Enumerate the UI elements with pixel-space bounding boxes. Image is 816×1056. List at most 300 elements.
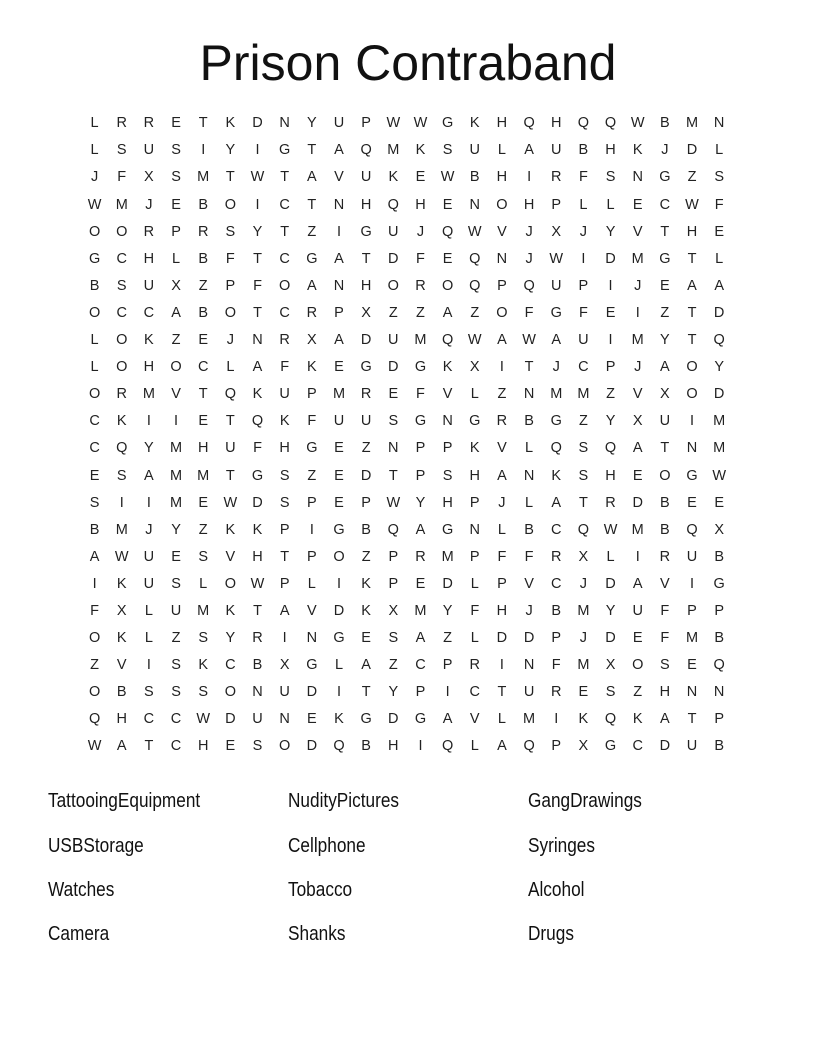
grid-letter: Z <box>660 304 670 321</box>
grid-letter: H <box>659 684 671 701</box>
grid-letter: V <box>225 548 236 565</box>
grid-letter: O <box>632 657 644 674</box>
grid-letter: A <box>279 602 290 619</box>
grid-letter: R <box>360 386 372 403</box>
grid-letter: G <box>360 359 372 376</box>
grid-letter: U <box>279 386 290 403</box>
grid-letter: U <box>279 684 290 701</box>
word-column <box>528 779 768 957</box>
grid-letter: I <box>554 711 559 728</box>
grid-letter: M <box>414 332 427 349</box>
grid-letter: V <box>524 575 534 592</box>
grid-letter: Z <box>198 277 208 294</box>
grid-letter: M <box>577 386 590 403</box>
grid-letter: R <box>116 115 127 132</box>
grid-letter: K <box>632 142 643 159</box>
grid-letter: V <box>632 223 643 240</box>
grid-letter: R <box>496 413 508 430</box>
grid-letter: Z <box>470 304 480 321</box>
grid-letter: H <box>605 142 616 159</box>
grid-letter: K <box>252 386 263 403</box>
grid-letter: N <box>523 467 535 484</box>
grid-letter: M <box>577 602 590 619</box>
word-item: Watches <box>48 877 115 901</box>
grid-letter: N <box>469 521 480 538</box>
grid-letter: S <box>171 575 181 592</box>
grid-letter: P <box>361 494 371 511</box>
grid-letter: K <box>578 711 589 728</box>
grid-letter: S <box>660 657 670 674</box>
grid-letter: R <box>143 223 155 240</box>
grid-letter: F <box>660 630 670 647</box>
grid-letter: Q <box>333 738 345 755</box>
grid-letter: M <box>170 467 183 484</box>
grid-letter: F <box>253 277 262 294</box>
grid-letter: H <box>116 711 127 728</box>
grid-letter: R <box>306 304 318 321</box>
grid-letter: E <box>632 630 643 647</box>
grid-letter: Q <box>686 521 698 538</box>
grid-letter: R <box>550 548 562 565</box>
grid-letter: P <box>551 630 562 647</box>
grid-letter: N <box>523 657 535 674</box>
grid-letter: C <box>143 711 155 728</box>
grid-letter: Q <box>441 223 454 240</box>
grid-letter: R <box>550 169 562 186</box>
grid-letter: G <box>604 738 617 755</box>
grid-letter: W <box>603 521 618 538</box>
grid-letter: I <box>309 521 314 538</box>
grid-letter: G <box>550 413 562 430</box>
grid-letter: Q <box>604 115 617 132</box>
grid-letter: L <box>525 440 534 457</box>
grid-letter: D <box>605 250 616 267</box>
grid-letter: K <box>252 521 263 538</box>
grid-letter: X <box>714 521 724 538</box>
grid-letter: R <box>197 223 209 240</box>
grid-letter: P <box>469 548 480 565</box>
grid-letter: G <box>360 223 372 240</box>
grid-letter: D <box>252 115 263 132</box>
grid-letter: T <box>687 711 697 728</box>
grid-letter: T <box>198 115 208 132</box>
grid-letter: G <box>713 575 725 592</box>
grid-letter: W <box>630 115 645 132</box>
grid-letter: D <box>659 738 671 755</box>
grid-letter: X <box>279 657 290 674</box>
grid-letter: K <box>415 142 426 159</box>
word-item: NudityPictures <box>288 789 400 813</box>
grid-letter: W <box>386 494 401 511</box>
grid-letter: Z <box>171 630 181 647</box>
grid-letter: L <box>90 332 99 349</box>
grid-letter: B <box>361 738 371 755</box>
grid-letter: P <box>442 657 453 674</box>
grid-letter: X <box>361 304 371 321</box>
grid-letter: A <box>334 332 344 349</box>
grid-letter: J <box>579 223 588 240</box>
grid-letter: U <box>360 169 372 186</box>
grid-letter: V <box>469 711 480 728</box>
grid-letter: H <box>143 250 155 267</box>
grid-letter: E <box>171 115 181 132</box>
grid-letter: H <box>360 277 372 294</box>
grid-letter: K <box>361 575 371 592</box>
grid-letter: P <box>415 467 426 484</box>
grid-letter: H <box>360 196 372 213</box>
grid-letter: L <box>525 494 534 511</box>
grid-letter: Y <box>415 494 426 511</box>
grid-letter: C <box>116 250 127 267</box>
grid-letter: M <box>170 494 183 511</box>
grid-letter: K <box>116 630 127 647</box>
grid-letter: X <box>551 223 562 240</box>
grid-letter: Z <box>578 413 588 430</box>
grid-letter: E <box>334 440 344 457</box>
grid-letter: N <box>333 196 345 213</box>
grid-letter: T <box>144 738 154 755</box>
grid-letter: D <box>605 575 616 592</box>
grid-letter: B <box>198 250 209 267</box>
grid-letter: E <box>632 196 643 213</box>
grid-letter: D <box>523 630 535 647</box>
grid-letter: X <box>469 359 480 376</box>
grid-letter: S <box>578 440 589 457</box>
grid-letter: U <box>143 277 155 294</box>
grid-letter: D <box>306 684 318 701</box>
grid-letter: U <box>523 684 535 701</box>
grid-letter: W <box>467 223 482 240</box>
grid-letter: S <box>89 494 100 511</box>
grid-letter: W <box>196 711 211 728</box>
grid-letter: M <box>115 196 128 213</box>
grid-letter: L <box>470 738 479 755</box>
grid-letter: G <box>686 467 698 484</box>
grid-letter: K <box>198 657 209 674</box>
grid-letter: K <box>551 467 562 484</box>
grid-letter: C <box>225 657 236 674</box>
grid-letter: M <box>441 548 454 565</box>
grid-letter: P <box>415 440 426 457</box>
grid-letter: Z <box>633 684 643 701</box>
grid-letter: A <box>442 304 453 321</box>
grid-letter: U <box>333 413 345 430</box>
grid-letter: A <box>497 332 507 349</box>
grid-letter: L <box>497 521 506 538</box>
grid-letter: K <box>334 711 344 728</box>
grid-letter: H <box>496 602 508 619</box>
grid-letter: R <box>252 630 263 647</box>
grid-letter: P <box>497 277 507 294</box>
grid-letter: L <box>606 548 615 565</box>
grid-letter: X <box>116 602 127 619</box>
grid-letter: D <box>632 494 643 511</box>
grid-letter: J <box>579 575 588 592</box>
word-item: GangDrawings <box>528 789 642 813</box>
grid-letter: Y <box>605 413 616 430</box>
grid-letter: O <box>88 304 101 321</box>
word-column <box>48 779 288 957</box>
grid-letter: S <box>388 413 399 430</box>
grid-letter: X <box>306 332 317 349</box>
grid-letter: A <box>334 142 344 159</box>
grid-letter: Q <box>523 115 535 132</box>
grid-letter: M <box>414 602 427 619</box>
grid-letter: O <box>224 196 236 213</box>
grid-letter: V <box>334 169 344 186</box>
grid-letter: Q <box>713 332 725 349</box>
grid-letter: P <box>497 575 507 592</box>
grid-letter: P <box>605 359 616 376</box>
grid-letter: M <box>142 386 155 403</box>
grid-letter: F <box>578 304 588 321</box>
grid-letter: A <box>361 657 371 674</box>
grid-letter: N <box>442 413 453 430</box>
grid-letter: A <box>415 630 426 647</box>
grid-letter: Q <box>469 277 481 294</box>
grid-letter: F <box>660 602 670 619</box>
grid-letter: K <box>225 602 236 619</box>
grid-letter: H <box>496 115 508 132</box>
grid-letter: E <box>225 738 236 755</box>
grid-letter: A <box>551 494 562 511</box>
grid-letter: J <box>634 277 642 294</box>
grid-letter: C <box>89 413 100 430</box>
grid-letter: B <box>714 630 724 647</box>
grid-letter: X <box>632 413 643 430</box>
grid-letter: K <box>306 359 317 376</box>
grid-letter: P <box>551 196 562 213</box>
grid-letter: E <box>605 304 616 321</box>
grid-letter: D <box>388 711 399 728</box>
grid-letter: L <box>470 575 479 592</box>
grid-letter: P <box>415 684 426 701</box>
grid-letter: Q <box>523 738 535 755</box>
grid-letter: Y <box>388 684 399 701</box>
grid-letter: J <box>525 602 533 619</box>
grid-letter: L <box>144 602 153 619</box>
grid-letter: M <box>685 630 699 647</box>
grid-letter: T <box>280 169 290 186</box>
grid-letter: F <box>117 169 127 186</box>
grid-letter: B <box>361 521 371 538</box>
grid-letter: O <box>659 467 671 484</box>
grid-letter: Y <box>306 115 317 132</box>
grid-letter: W <box>223 494 238 511</box>
grid-letter: A <box>306 169 317 186</box>
grid-letter: M <box>523 711 536 728</box>
grid-letter: X <box>578 548 589 565</box>
grid-letter: I <box>336 575 341 592</box>
grid-letter: S <box>388 630 399 647</box>
grid-letter: I <box>690 575 695 592</box>
grid-letter: H <box>252 548 263 565</box>
grid-letter: Q <box>360 142 372 159</box>
grid-letter: J <box>661 142 669 159</box>
grid-letter: Q <box>441 738 454 755</box>
grid-letter: I <box>336 684 341 701</box>
grid-letter: D <box>442 575 453 592</box>
grid-letter: A <box>660 711 670 728</box>
grid-letter: T <box>361 250 371 267</box>
grid-letter: F <box>578 169 588 186</box>
grid-letter: E <box>198 413 209 430</box>
grid-letter: V <box>660 575 670 592</box>
grid-letter: A <box>306 277 317 294</box>
grid-letter: N <box>686 440 698 457</box>
grid-letter: Y <box>171 521 181 538</box>
grid-letter: Y <box>144 440 154 457</box>
grid-letter: C <box>659 196 671 213</box>
grid-letter: D <box>225 711 236 728</box>
grid-letter: Y <box>442 602 453 619</box>
grid-letter: I <box>608 332 613 349</box>
grid-letter: A <box>116 738 127 755</box>
grid-letter: T <box>660 440 670 457</box>
grid-letter: L <box>90 115 99 132</box>
grid-letter: I <box>499 359 504 376</box>
grid-letter: X <box>144 169 154 186</box>
grid-letter: L <box>90 142 99 159</box>
grid-letter: N <box>388 440 399 457</box>
grid-letter: Y <box>225 142 236 159</box>
grid-letter: N <box>306 630 318 647</box>
grid-letter: V <box>171 386 181 403</box>
grid-letter: D <box>496 630 508 647</box>
grid-letter: O <box>387 277 399 294</box>
grid-letter: B <box>660 521 670 538</box>
grid-letter: P <box>469 494 480 511</box>
grid-letter: M <box>713 440 726 457</box>
grid-letter: F <box>280 359 290 376</box>
grid-letter: I <box>201 142 206 159</box>
grid-letter: F <box>90 602 99 619</box>
grid-letter: I <box>690 413 695 430</box>
grid-letter: S <box>198 630 209 647</box>
grid-letter: J <box>552 359 560 376</box>
grid-letter: H <box>197 440 209 457</box>
grid-letter: T <box>361 684 371 701</box>
puzzle-title: Prison Contraband <box>199 35 617 91</box>
grid-letter: Z <box>361 548 371 565</box>
grid-letter: A <box>632 440 643 457</box>
grid-letter: L <box>715 250 724 267</box>
grid-letter: O <box>333 548 345 565</box>
grid-letter: H <box>605 467 616 484</box>
grid-letter: T <box>660 223 670 240</box>
grid-letter: G <box>306 440 318 457</box>
grid-letter: C <box>170 738 182 755</box>
grid-letter: W <box>87 196 102 213</box>
grid-letter: E <box>334 494 344 511</box>
grid-letter: C <box>632 738 643 755</box>
grid-letter: F <box>416 250 425 267</box>
grid-letter: E <box>334 467 344 484</box>
grid-letter: Q <box>577 115 590 132</box>
grid-letter: S <box>252 738 263 755</box>
grid-letter: B <box>116 684 127 701</box>
grid-letter: O <box>88 386 101 403</box>
grid-letter: O <box>88 630 101 647</box>
grid-letter: T <box>524 359 534 376</box>
grid-letter: W <box>685 196 699 213</box>
grid-letter: T <box>578 494 588 511</box>
grid-letter: G <box>306 657 318 674</box>
grid-letter: J <box>525 250 533 267</box>
grid-letter: L <box>579 196 588 213</box>
grid-letter: W <box>440 169 455 186</box>
grid-letter: B <box>578 142 589 159</box>
grid-letter: P <box>279 575 290 592</box>
grid-letter: U <box>550 277 562 294</box>
grid-letter: W <box>250 169 265 186</box>
grid-letter: A <box>415 521 426 538</box>
grid-letter: B <box>524 521 534 538</box>
grid-letter: E <box>198 332 209 349</box>
grid-letter: B <box>89 521 100 538</box>
grid-letter: M <box>577 657 590 674</box>
grid-letter: T <box>687 250 697 267</box>
grid-letter: J <box>145 196 153 213</box>
grid-letter: G <box>414 413 427 430</box>
grid-letter: R <box>116 386 127 403</box>
grid-letter: V <box>497 223 507 240</box>
grid-letter: C <box>143 304 155 321</box>
grid-letter: B <box>89 277 100 294</box>
grid-letter: F <box>416 386 425 403</box>
grid-letter: A <box>89 548 100 565</box>
grid-letter: O <box>224 304 236 321</box>
grid-letter: L <box>90 359 99 376</box>
grid-letter: B <box>551 602 562 619</box>
grid-letter: Y <box>225 630 236 647</box>
grid-letter: C <box>197 359 209 376</box>
grid-letter: G <box>550 304 562 321</box>
grid-letter: H <box>496 169 508 186</box>
grid-letter: E <box>198 494 209 511</box>
grid-letter: E <box>415 575 426 592</box>
grid-letter: K <box>144 332 154 349</box>
grid-letter: T <box>307 142 317 159</box>
grid-letter: K <box>388 169 399 186</box>
grid-letter: D <box>333 602 345 619</box>
grid-letter: D <box>388 359 399 376</box>
grid-letter: M <box>332 386 346 403</box>
grid-letter: S <box>279 494 290 511</box>
grid-letter: U <box>659 413 671 430</box>
grid-letter: H <box>523 196 535 213</box>
grid-letter: J <box>226 332 234 349</box>
grid-letter: R <box>605 494 616 511</box>
grid-letter: R <box>279 332 290 349</box>
grid-letter: T <box>497 684 507 701</box>
grid-letter: T <box>225 169 235 186</box>
grid-letter: G <box>441 521 454 538</box>
grid-letter: D <box>360 332 372 349</box>
grid-letter: B <box>660 115 670 132</box>
grid-letter: U <box>360 413 372 430</box>
grid-letter: H <box>143 359 155 376</box>
grid-letter: I <box>499 657 504 674</box>
grid-letter: T <box>253 250 262 267</box>
grid-letter: N <box>496 250 508 267</box>
grid-letter: G <box>659 169 671 186</box>
grid-letter: E <box>660 277 670 294</box>
grid-letter: H <box>388 738 399 755</box>
grid-letter: F <box>524 304 534 321</box>
grid-letter: G <box>333 630 345 647</box>
grid-letter: B <box>198 196 209 213</box>
